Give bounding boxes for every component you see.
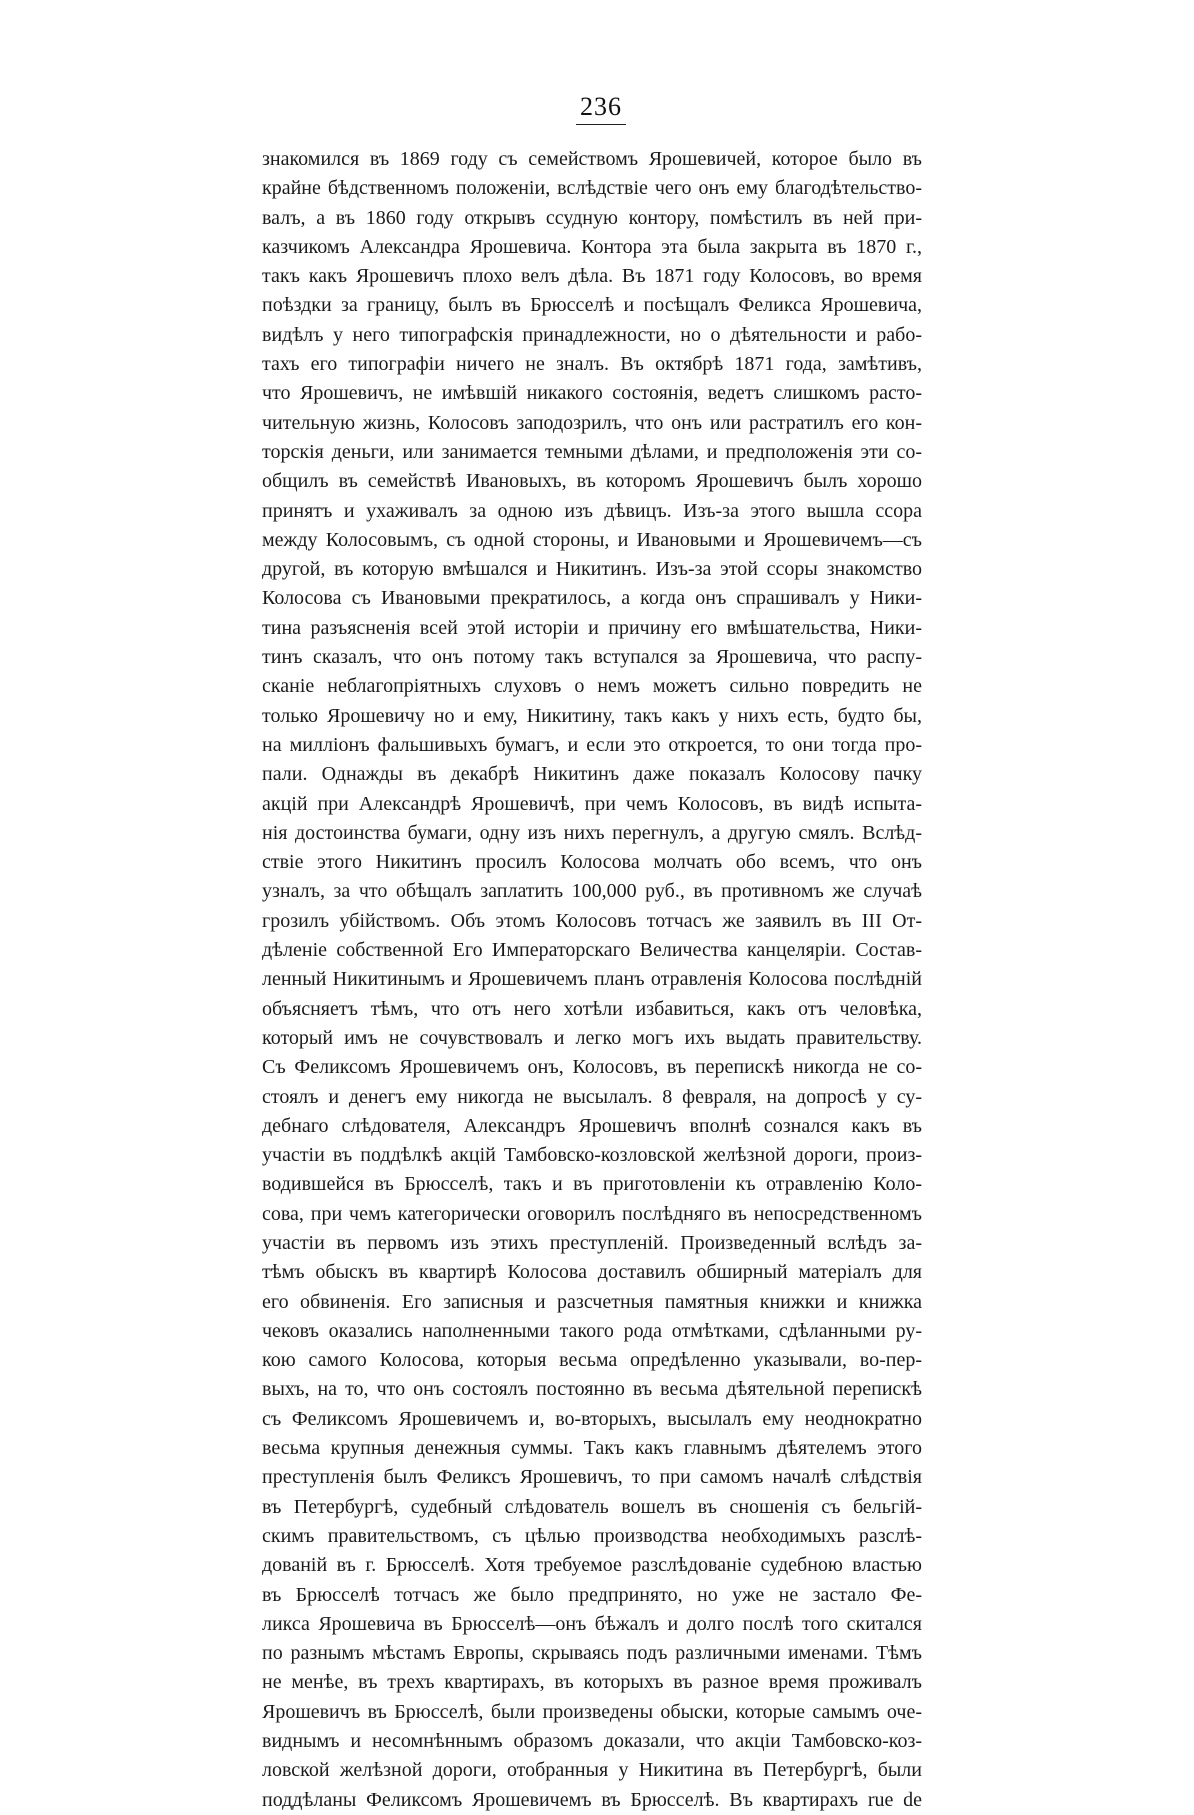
text-line: тѣмъ обыскъ въ квартирѣ Колосова доставилъ обширный матеріалъ для [262,1261,922,1284]
text-line: чительную жизнь, Колосовъ заподозрилъ, что онъ или растратилъ его кон- [262,411,922,434]
text-line: нія достоинства бумаги, одну изъ нихъ перегнулъ, а другую смялъ. Вслѣд- [262,821,922,844]
text-line: кою самого Колосова, которыя весьма опредѣленно указывали, во-пер- [262,1349,922,1372]
text-line: Колосова съ Ивановыми прекратилось, а когда онъ спрашивалъ у Ники- [262,587,922,610]
text-line: другой, въ которую вмѣшался и Никитинъ. Изъ-за этой ссоры знакомство [262,558,922,581]
text-line: не менѣе, въ трехъ квартирахъ, въ которыхъ въ разное время проживалъ [262,1671,922,1694]
text-line: торскія деньги, или занимается темными дѣлами, и предположенія эти со- [262,440,922,463]
text-line: водившейся въ Брюсселѣ, такъ и въ приготовленіи къ отравленію Коло- [262,1173,922,1196]
text-line: дебнаго слѣдователя, Александръ Ярошевичъ вполнѣ сознался какъ въ [262,1114,922,1137]
text-line: принятъ и ухаживалъ за одною изъ дѣвицъ. Изъ-за этого вышла ссора [262,499,922,522]
text-line: виднымъ и несомнѣннымъ образомъ доказали, что акціи Тамбовско-коз- [262,1730,922,1753]
text-line: что Ярошевичъ, не имѣвшій никакого состоянія, ведетъ слишкомъ расто- [262,382,922,405]
text-line: между Колосовымъ, съ одной стороны, и Ивановыми и Ярошевичемъ—съ [262,528,922,551]
text-line: который имъ не сочувствовалъ и легко могъ ихъ выдать правительству. [262,1026,922,1049]
text-line: скимъ правительствомъ, съ цѣлью производства необходимыхъ разслѣ- [262,1524,922,1547]
text-line: на милліонъ фальшивыхъ бумагъ, и если это откроется, то они тогда про- [262,733,922,756]
text-line: видѣлъ у него типографскія принадлежности, но о дѣятельности и рабо- [262,323,922,346]
text-line: выхъ, на то, что онъ состоялъ постоянно въ весьма дѣятельной перепискѣ [262,1378,922,1401]
text-line: крайне бѣдственномъ положеніи, вслѣдствіе чего онъ ему благодѣтельство- [262,177,922,200]
text-line: акцій при Александрѣ Ярошевичѣ, при чемъ Колосовъ, въ видѣ испыта- [262,792,922,815]
text-line: поѣздки за границу, былъ въ Брюсселѣ и посѣщалъ Феликса Ярошевича, [262,294,922,317]
text-line: такъ какъ Ярошевичъ плохо велъ дѣла. Въ 1871 году Колосовъ, во время [262,265,922,288]
text-line: ловской желѣзной дороги, отобранныя у Никитина въ Петербургѣ, были [262,1759,922,1782]
text-line: валъ, а въ 1860 году открывъ ссудную контору, помѣстилъ въ ней при- [262,206,922,229]
text-line: съ Феликсомъ Ярошевичемъ и, во-вторыхъ, высылалъ ему неоднократно [262,1407,922,1430]
text-line: поддѣланы Феликсомъ Ярошевичемъ въ Брюсселѣ. Въ квартирахъ rue de [262,1788,922,1811]
text-line: тинъ сказалъ, что онъ потому такъ вступался за Ярошевича, что распу- [262,646,922,669]
text-line: ствіе этого Никитинъ просилъ Колосова молчать обо всемъ, что онъ [262,851,922,874]
page-number-text: 236 [576,92,626,125]
text-line: сканіе неблагопріятныхъ слуховъ о немъ можетъ сильно повредить не [262,675,922,698]
text-line: въ Брюсселѣ тотчасъ же было предпринято, но уже не застало Фе- [262,1583,922,1606]
text-line: пали. Однажды въ декабрѣ Никитинъ даже показалъ Колосову пачку [262,763,922,786]
body-text [262,145,922,1815]
text-line: тина разъясненія всей этой исторіи и причину его вмѣшательства, Ники- [262,616,922,639]
text-line: казчикомъ Александра Ярошевича. Контора эта была закрыта въ 1870 г., [262,235,922,258]
text-line: Ярошевичъ въ Брюсселѣ, были произведены обыски, которые самымъ оче- [262,1700,922,1723]
text-line: стоялъ и денегъ ему никогда не высылалъ. 8 февраля, на допросѣ у су- [262,1085,922,1108]
text-line: весьма крупныя денежныя суммы. Такъ какъ главнымъ дѣятелемъ этого [262,1437,922,1460]
page-number [0,92,1194,125]
text-line: въ Петербургѣ, судебный слѣдователь вошелъ въ сношенія съ бельгій- [262,1495,922,1518]
text-line: его обвиненія. Его записныя и разсчетныя памятныя книжки и книжка [262,1290,922,1313]
text-line: тахъ его типографіи ничего не зналъ. Въ октябрѣ 1871 года, замѣтивъ, [262,353,922,376]
text-line: чековъ оказались наполненными такого рода отмѣтками, сдѣланными ру- [262,1319,922,1342]
text-line: ликса Ярошевича въ Брюсселѣ—онъ бѣжалъ и долго послѣ того скитался [262,1612,922,1635]
text-line: ленный Никитинымъ и Ярошевичемъ планъ отравленія Колосова послѣдній [262,968,922,991]
text-line: участіи въ поддѣлкѣ акцій Тамбовско-козловской желѣзной дороги, произ- [262,1144,922,1167]
text-line: участіи въ первомъ изъ этихъ преступленій. Произведенный вслѣдъ за- [262,1231,922,1254]
text-line: узналъ, за что обѣщалъ заплатить 100,000 руб., въ противномъ же случаѣ [262,880,922,903]
text-line: знакомился въ 1869 году съ семействомъ Ярошевичей, которое было въ [262,148,922,170]
text-line: дованій въ г. Брюсселѣ. Хотя требуемое разслѣдованіе судебною властью [262,1554,922,1577]
text-line: грозилъ убійствомъ. Объ этомъ Колосовъ тотчасъ же заявилъ въ III От- [262,909,922,932]
text-line: только Ярошевичу но и ему, Никитину, такъ какъ у нихъ есть, будто бы, [262,704,922,727]
text-line: сова, при чемъ категорически оговорилъ послѣдняго въ непосредственномъ [262,1202,922,1225]
text-line: Съ Феликсомъ Ярошевичемъ онъ, Колосовъ, въ перепискѣ никогда не со- [262,1056,922,1079]
text-line: дѣленіе собственной Его Императорскаго Величества канцеляріи. Состав- [262,939,922,962]
text-line: общилъ въ семействѣ Ивановыхъ, въ которомъ Ярошевичъ былъ хорошо [262,470,922,493]
text-line: по разнымъ мѣстамъ Европы, скрываясь подъ различными именами. Тѣмъ [262,1642,922,1665]
text-line: преступленія былъ Феликсъ Ярошевичъ, то при самомъ началѣ слѣдствія [262,1466,922,1489]
text-line: объясняетъ тѣмъ, что отъ него хотѣли избавиться, какъ отъ человѣка, [262,997,922,1020]
